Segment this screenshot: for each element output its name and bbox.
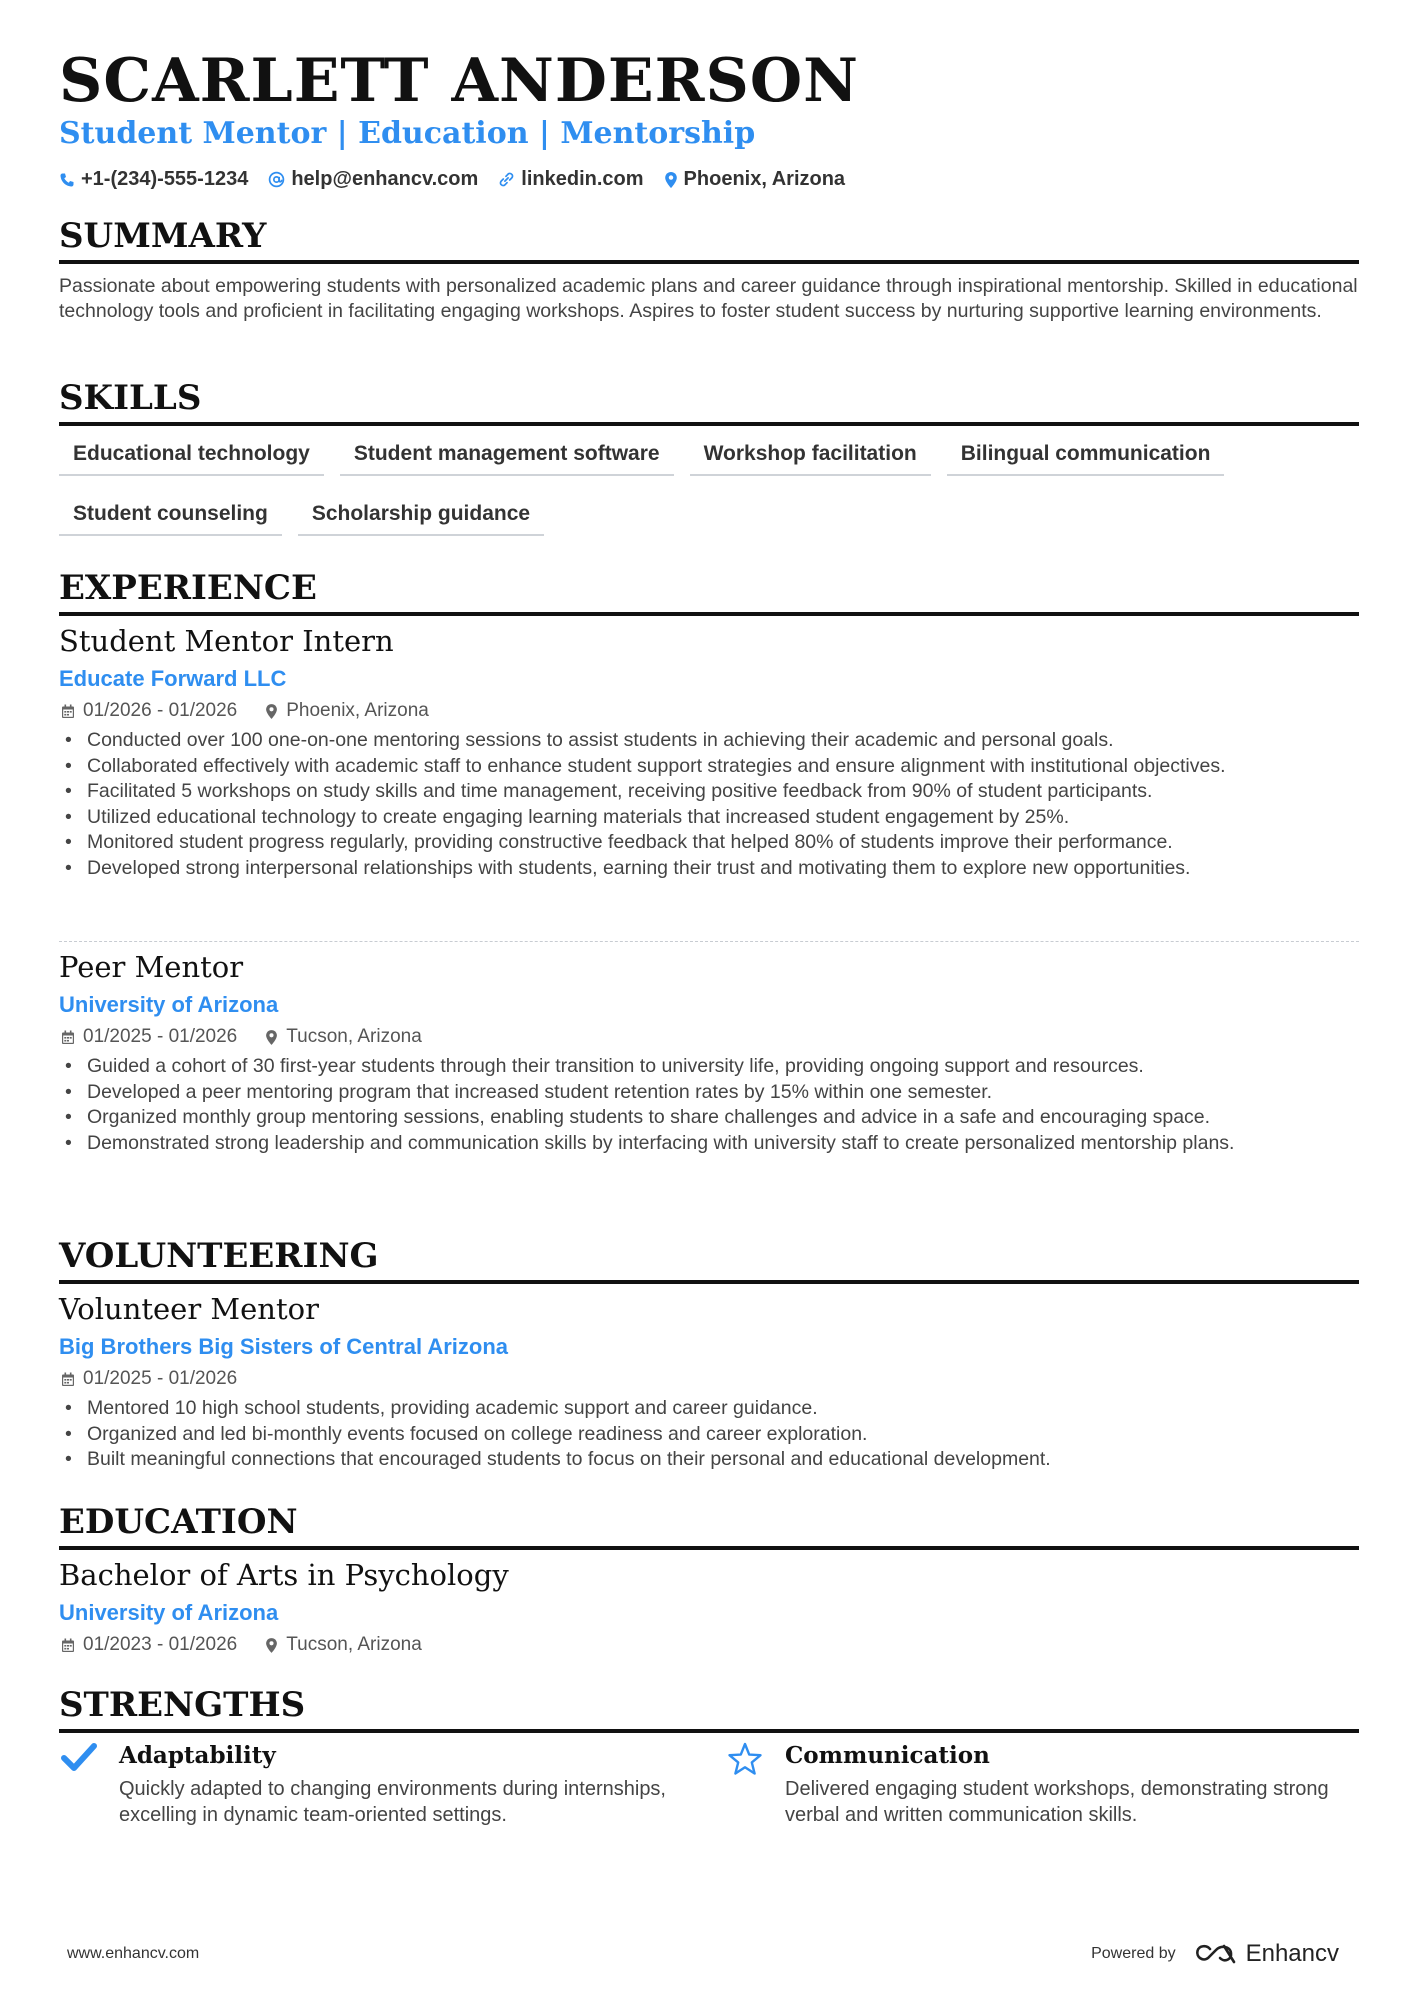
job-dates <box>61 700 237 722</box>
link-icon <box>498 171 515 188</box>
education-location <box>265 1634 422 1656</box>
skill-tag: Workshop facilitation <box>690 438 931 476</box>
volunteer-bullets <box>59 1396 1359 1473</box>
volunteer-role: Volunteer Mentor <box>59 1292 319 1326</box>
education-meta <box>61 1634 450 1656</box>
location-pin-icon <box>265 703 278 720</box>
list-item: • Mentored 10 high school students, providing academic support and career guidance. <box>59 1396 1359 1422</box>
candidate-title: Student Mentor | Education | Mentorship <box>59 116 756 151</box>
job-meta <box>61 700 457 722</box>
skill-tag: Bilingual communication <box>947 438 1225 476</box>
job-title: Student Mentor Intern <box>59 624 394 658</box>
linkedin-text: linkedin.com <box>521 168 644 190</box>
footer-branding <box>1091 1940 1339 1968</box>
job-meta <box>61 1026 450 1048</box>
powered-by-text: Powered by <box>1091 1945 1176 1962</box>
star-icon <box>727 1742 763 1776</box>
enhancv-logo-icon <box>1194 1942 1238 1966</box>
location-pin-icon <box>265 1029 278 1046</box>
list-item: • Built meaningful connections that encouraged students to focus on their personal and educational development. <box>59 1447 1359 1473</box>
strength-title: Communication <box>785 1742 990 1769</box>
phone-text: +1-(234)-555-1234 <box>81 168 249 190</box>
volunteer-org[interactable]: Big Brothers Big Sisters of Central Arizona <box>59 1334 509 1359</box>
phone-icon <box>59 172 75 188</box>
job-bullets <box>59 1054 1359 1156</box>
contact-phone[interactable] <box>59 168 248 191</box>
job-title: Peer Mentor <box>59 950 244 984</box>
list-item: • Organized and led bi-monthly events focused on college readiness and career exploration. <box>59 1422 1359 1448</box>
volunteer-meta <box>61 1368 265 1390</box>
skills-heading: SKILLS <box>59 378 1359 426</box>
list-item: • Guided a cohort of 30 first-year students through their transition to university life, providing ongoing support and resources. <box>59 1054 1359 1080</box>
skills-list <box>59 438 1359 536</box>
job-company[interactable]: Educate Forward LLC <box>59 666 287 691</box>
job-bullets <box>59 728 1359 881</box>
contact-location <box>664 168 846 191</box>
contact-bar <box>59 168 845 191</box>
resume-page <box>59 0 1359 1995</box>
at-icon <box>268 171 285 188</box>
job-dates-text: 01/2025 - 01/2026 <box>83 1026 238 1047</box>
location-pin-icon <box>664 171 678 189</box>
skill-tag: Scholarship guidance <box>298 498 544 536</box>
experience-heading: EXPERIENCE <box>59 568 1359 616</box>
skill-tag: Student counseling <box>59 498 282 536</box>
calendar-icon <box>61 1638 75 1653</box>
location-pin-icon <box>265 1637 278 1654</box>
calendar-icon <box>61 1372 75 1387</box>
calendar-icon <box>61 704 75 719</box>
education-school[interactable]: University of Arizona <box>59 1600 279 1625</box>
volunteer-dates-text: 01/2025 - 01/2026 <box>83 1368 238 1389</box>
list-item: • Demonstrated strong leadership and communication skills by interfacing with university staff to create personalized mentorship plans. <box>59 1131 1359 1157</box>
strength-description: Delivered engaging student workshops, demonstrating strong verbal and written communication skills. <box>785 1778 1329 1826</box>
list-item: • Collaborated effectively with academic staff to enhance student support strategies and ensure alignment with institutional objectives. <box>59 754 1359 780</box>
skill-tag: Student management software <box>340 438 674 476</box>
volunteering-heading: VOLUNTEERING <box>59 1236 1359 1284</box>
checkmark-icon <box>61 1742 97 1772</box>
brand-logo[interactable] <box>1194 1940 1339 1968</box>
candidate-name: SCARLETT ANDERSON <box>59 46 859 116</box>
strengths-heading: STRENGTHS <box>59 1685 1359 1733</box>
list-item: • Monitored student progress regularly, providing constructive feedback that helped 80% of students improve their performance. <box>59 830 1359 856</box>
list-item: • Facilitated 5 workshops on study skills and time management, receiving positive feedback from 90% of student participants. <box>59 779 1359 805</box>
education-location-text: Tucson, Arizona <box>286 1634 422 1655</box>
job-company[interactable]: University of Arizona <box>59 992 279 1017</box>
contact-linkedin[interactable] <box>498 168 643 191</box>
footer-website[interactable]: www.enhancv.com <box>67 1945 200 1962</box>
summary-text: Passionate about empowering students with personalized academic plans and career guidance through inspirational mentorship. Skilled in educational technology tools and proficient in facilitating engaging workshops. Aspires to foster student success by nurturing supportive learning environments. <box>59 275 1358 322</box>
email-text: help@enhancv.com <box>291 168 479 190</box>
list-item: • Organized monthly group mentoring sessions, enabling students to share challenges and advice in a safe and encouraging space. <box>59 1105 1359 1131</box>
job-dates-text: 01/2026 - 01/2026 <box>83 700 238 721</box>
brand-name: Enhancv <box>1245 1940 1339 1967</box>
list-item: • Developed a peer mentoring program that increased student retention rates by 15% within one semester. <box>59 1080 1359 1106</box>
job-location-text: Tucson, Arizona <box>286 1026 422 1047</box>
list-item: • Developed strong interpersonal relationships with students, earning their trust and motivating them to explore new opportunities. <box>59 856 1359 882</box>
contact-email[interactable] <box>268 168 478 191</box>
education-dates-text: 01/2023 - 01/2026 <box>83 1634 238 1655</box>
list-item: • Conducted over 100 one-on-one mentoring sessions to assist students in achieving their academic and personal goals. <box>59 728 1359 754</box>
job-location-text: Phoenix, Arizona <box>286 700 429 721</box>
list-item: • Utilized educational technology to create engaging learning materials that increased student engagement by 25%. <box>59 805 1359 831</box>
location-text: Phoenix, Arizona <box>683 168 846 190</box>
job-location <box>265 1026 422 1048</box>
calendar-icon <box>61 1030 75 1045</box>
strength-title: Adaptability <box>119 1742 276 1769</box>
summary-heading: SUMMARY <box>59 216 1359 264</box>
skill-tag: Educational technology <box>59 438 324 476</box>
education-dates <box>61 1634 237 1656</box>
strength-description: Quickly adapted to changing environments during internships, excelling in dynamic team-oriented settings. <box>119 1778 666 1826</box>
entry-divider <box>59 941 1359 942</box>
job-dates <box>61 1026 237 1048</box>
education-degree: Bachelor of Arts in Psychology <box>59 1558 509 1592</box>
education-heading: EDUCATION <box>59 1502 1359 1550</box>
job-location <box>265 700 429 722</box>
volunteer-dates <box>61 1368 237 1390</box>
